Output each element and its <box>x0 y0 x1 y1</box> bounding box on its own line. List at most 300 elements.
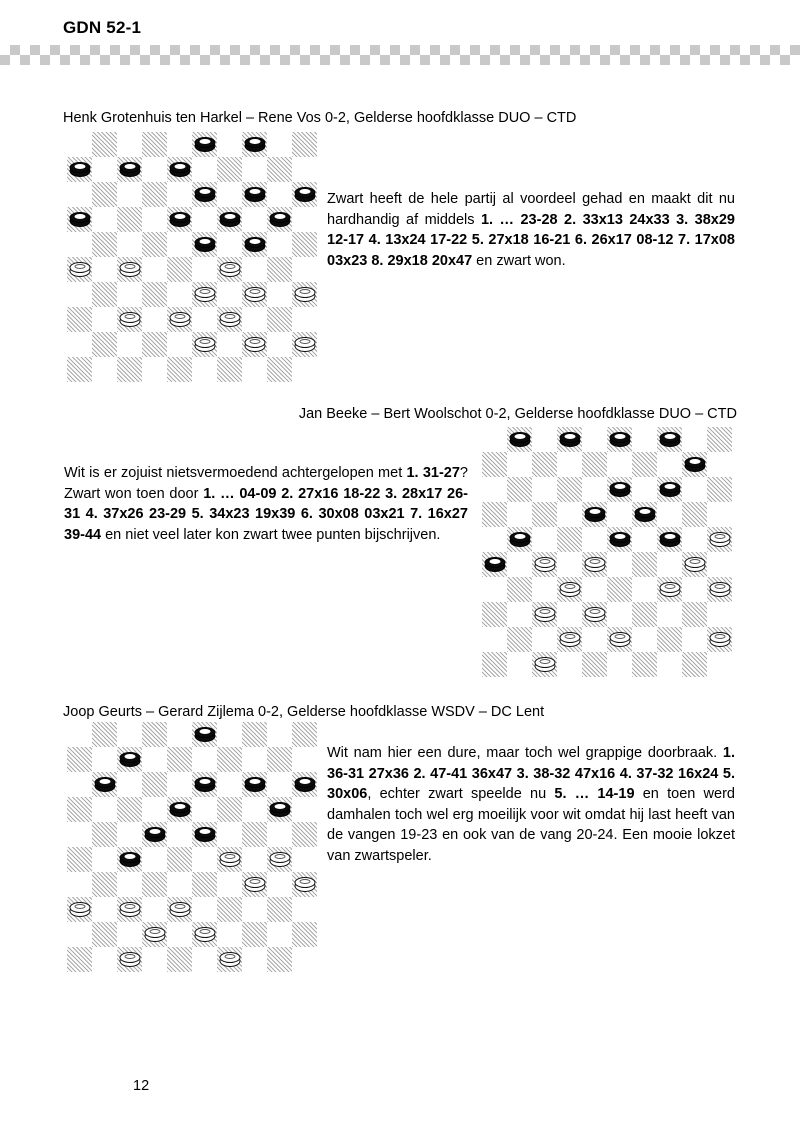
board-square <box>292 747 317 772</box>
white-piece <box>244 337 265 353</box>
black-piece <box>509 532 530 548</box>
white-piece <box>659 582 680 598</box>
black-piece <box>269 802 290 818</box>
white-piece <box>219 312 240 328</box>
board-square <box>92 872 117 897</box>
board-square <box>242 157 267 182</box>
board-square <box>92 132 117 157</box>
black-piece <box>659 532 680 548</box>
piece-highlight <box>74 164 85 169</box>
white-piece <box>119 262 140 278</box>
board-square <box>242 207 267 232</box>
piece-highlight <box>299 189 310 194</box>
board-square <box>142 257 167 282</box>
board-square <box>267 922 292 947</box>
piece-highlight <box>489 559 500 564</box>
commentary-text: Zwart heeft de hele partij al voordeel gehad en maakt dit nu hardhandig af middels <box>327 191 735 228</box>
black-piece <box>194 137 215 153</box>
board-square <box>242 772 267 797</box>
board-square <box>167 332 192 357</box>
piece-highlight <box>714 584 725 589</box>
black-piece <box>119 852 140 868</box>
board-square <box>192 922 217 947</box>
board-square <box>292 847 317 872</box>
piece-highlight <box>249 779 260 784</box>
board-square <box>92 357 117 382</box>
board-square <box>632 577 657 602</box>
piece-highlight <box>664 434 675 439</box>
board-square <box>217 332 242 357</box>
board-square <box>632 477 657 502</box>
board-square <box>657 527 682 552</box>
board-square <box>292 207 317 232</box>
board-square <box>92 157 117 182</box>
black-piece <box>609 532 630 548</box>
board-square <box>557 502 582 527</box>
board-square <box>217 947 242 972</box>
board-square <box>292 897 317 922</box>
piece-highlight <box>124 854 135 859</box>
board-square <box>607 552 632 577</box>
board-square <box>67 157 92 182</box>
white-piece <box>219 852 240 868</box>
piece-highlight <box>249 339 260 344</box>
black-piece <box>509 432 530 448</box>
board-square <box>67 357 92 382</box>
board-square <box>242 282 267 307</box>
board-square <box>217 157 242 182</box>
board-square <box>192 282 217 307</box>
white-piece <box>244 287 265 303</box>
board-square <box>267 207 292 232</box>
board-square <box>242 332 267 357</box>
move-notation: 5. … 14-19 <box>554 786 635 802</box>
piece-highlight <box>74 904 85 909</box>
white-piece <box>169 902 190 918</box>
board-square <box>682 627 707 652</box>
white-piece <box>709 632 730 648</box>
board-square <box>92 232 117 257</box>
piece-highlight <box>589 609 600 614</box>
white-piece <box>169 312 190 328</box>
board-square <box>67 872 92 897</box>
piece-highlight <box>249 289 260 294</box>
board-square <box>557 577 582 602</box>
board-square <box>167 947 192 972</box>
board-square <box>217 307 242 332</box>
board-square <box>242 132 267 157</box>
board-square <box>67 307 92 332</box>
piece-highlight <box>274 854 285 859</box>
board-square <box>682 652 707 677</box>
board-square <box>682 477 707 502</box>
board-square <box>142 872 167 897</box>
board-square <box>217 132 242 157</box>
board-square <box>682 527 707 552</box>
board-square <box>532 527 557 552</box>
board-square <box>632 627 657 652</box>
piece-highlight <box>199 139 210 144</box>
board-square <box>557 427 582 452</box>
board-square <box>242 257 267 282</box>
white-piece <box>609 632 630 648</box>
black-piece <box>169 802 190 818</box>
board-square <box>532 477 557 502</box>
commentary-text: ? Zwart won toen door <box>64 465 468 502</box>
board-square <box>67 772 92 797</box>
board-square <box>657 502 682 527</box>
board-square <box>242 872 267 897</box>
piece-highlight <box>199 779 210 784</box>
board-square <box>532 602 557 627</box>
board-square <box>67 207 92 232</box>
piece-highlight <box>224 854 235 859</box>
board-square <box>117 207 142 232</box>
board-square <box>267 307 292 332</box>
board-square <box>682 427 707 452</box>
board-square <box>92 797 117 822</box>
game-commentary-2 <box>64 463 468 545</box>
board-square <box>142 897 167 922</box>
black-piece <box>144 827 165 843</box>
white-piece <box>559 632 580 648</box>
black-piece <box>634 507 655 523</box>
board-square <box>117 872 142 897</box>
board-square <box>507 552 532 577</box>
board-square <box>582 477 607 502</box>
board-square <box>217 797 242 822</box>
board-square <box>167 922 192 947</box>
board-square <box>117 282 142 307</box>
board-square <box>267 722 292 747</box>
board-square <box>532 452 557 477</box>
board-square <box>267 897 292 922</box>
board-square <box>582 552 607 577</box>
board-square <box>117 182 142 207</box>
board-square <box>192 947 217 972</box>
black-piece <box>584 507 605 523</box>
piece-highlight <box>299 339 310 344</box>
board-square <box>657 602 682 627</box>
commentary-text: en zwart won. <box>472 252 566 269</box>
board-square <box>142 722 167 747</box>
white-piece <box>119 952 140 968</box>
board-square <box>142 207 167 232</box>
board-square <box>92 722 117 747</box>
piece-highlight <box>124 954 135 959</box>
black-piece <box>119 162 140 178</box>
board-square <box>657 477 682 502</box>
piece-highlight <box>564 584 575 589</box>
board-square <box>192 722 217 747</box>
board-square <box>532 427 557 452</box>
piece-highlight <box>199 929 210 934</box>
board-square <box>632 552 657 577</box>
piece-highlight <box>149 929 160 934</box>
board-square <box>217 232 242 257</box>
board-square <box>117 772 142 797</box>
board-square <box>92 847 117 872</box>
board-square <box>192 232 217 257</box>
black-piece <box>194 187 215 203</box>
black-piece <box>244 777 265 793</box>
board-square <box>507 577 532 602</box>
board-square <box>292 872 317 897</box>
board-square <box>92 947 117 972</box>
board-square <box>267 157 292 182</box>
piece-highlight <box>299 289 310 294</box>
board-square <box>192 747 217 772</box>
piece-highlight <box>124 314 135 319</box>
board-square <box>192 157 217 182</box>
white-piece <box>244 877 265 893</box>
board-square <box>167 897 192 922</box>
black-piece <box>659 432 680 448</box>
board-square <box>67 332 92 357</box>
board-square <box>192 897 217 922</box>
board-square <box>217 357 242 382</box>
board-square <box>167 822 192 847</box>
black-piece <box>659 482 680 498</box>
board-square <box>67 847 92 872</box>
white-piece <box>219 262 240 278</box>
board-square <box>117 897 142 922</box>
board-square <box>507 627 532 652</box>
board-square <box>217 722 242 747</box>
board-square <box>92 772 117 797</box>
board-square <box>92 897 117 922</box>
black-piece <box>244 137 265 153</box>
board-square <box>142 332 167 357</box>
white-piece <box>294 287 315 303</box>
piece-highlight <box>199 289 210 294</box>
board-square <box>167 722 192 747</box>
board-square <box>292 922 317 947</box>
piece-highlight <box>124 904 135 909</box>
game-commentary-3 <box>327 743 735 866</box>
board-square <box>707 602 732 627</box>
board-square <box>607 577 632 602</box>
piece-highlight <box>589 559 600 564</box>
black-piece <box>484 557 505 573</box>
board-square <box>557 477 582 502</box>
board-square <box>192 307 217 332</box>
board-square <box>632 427 657 452</box>
board-square <box>192 257 217 282</box>
board-square <box>92 282 117 307</box>
board-square <box>92 257 117 282</box>
board-square <box>117 157 142 182</box>
board-square <box>242 947 267 972</box>
board-square <box>607 477 632 502</box>
piece-highlight <box>564 634 575 639</box>
board-square <box>242 357 267 382</box>
board-square <box>267 822 292 847</box>
board-square <box>292 282 317 307</box>
board-square <box>167 207 192 232</box>
commentary-text: , echter zwart speelde nu <box>367 786 555 802</box>
board-square <box>192 822 217 847</box>
game-title-1: Henk Grotenhuis ten Harkel – Rene Vos 0-2, Gelderse hoofdklasse DUO – CTD <box>63 110 577 126</box>
board-square <box>582 452 607 477</box>
board-square <box>292 132 317 157</box>
board-square <box>242 232 267 257</box>
board-square <box>167 872 192 897</box>
board-square <box>582 427 607 452</box>
board-square <box>67 822 92 847</box>
board-square <box>192 847 217 872</box>
black-piece <box>94 777 115 793</box>
board-square <box>532 552 557 577</box>
board-square <box>67 797 92 822</box>
board-square <box>192 797 217 822</box>
black-piece <box>119 752 140 768</box>
board-square <box>67 182 92 207</box>
black-piece <box>294 187 315 203</box>
board-square <box>292 722 317 747</box>
move-notation: 1. 36-31 27x36 2. 47-41 36x47 3. 38-32 47x16 4. 37-32 16x24 5. 30x06 <box>327 745 735 802</box>
board-square <box>482 502 507 527</box>
white-piece <box>194 337 215 353</box>
board-square <box>507 602 532 627</box>
piece-highlight <box>174 804 185 809</box>
piece-highlight <box>174 164 185 169</box>
board-square <box>242 822 267 847</box>
board-square <box>217 872 242 897</box>
board-square <box>267 232 292 257</box>
board-square <box>507 452 532 477</box>
piece-highlight <box>514 434 525 439</box>
board-square <box>607 602 632 627</box>
board-square <box>117 257 142 282</box>
piece-highlight <box>664 534 675 539</box>
board-square <box>67 947 92 972</box>
white-piece <box>584 557 605 573</box>
board-square <box>92 307 117 332</box>
piece-highlight <box>249 139 260 144</box>
board-square <box>657 427 682 452</box>
page-title: GDN 52-1 <box>63 18 142 37</box>
board-square <box>92 207 117 232</box>
board-square <box>92 182 117 207</box>
draughts-board-3 <box>67 722 317 972</box>
board-square <box>242 747 267 772</box>
board-square <box>117 722 142 747</box>
piece-highlight <box>224 954 235 959</box>
board-square <box>582 627 607 652</box>
white-piece <box>144 927 165 943</box>
board-square <box>532 502 557 527</box>
board-square <box>267 332 292 357</box>
black-piece <box>169 212 190 228</box>
piece-highlight <box>564 434 575 439</box>
board-square <box>167 307 192 332</box>
board-square <box>192 182 217 207</box>
board-square <box>607 627 632 652</box>
white-piece <box>584 607 605 623</box>
board-square <box>607 652 632 677</box>
board-square <box>167 797 192 822</box>
commentary-text: Wit is er zojuist nietsvermoedend achtergelopen met <box>64 465 407 481</box>
board-square <box>167 847 192 872</box>
board-square <box>167 182 192 207</box>
black-piece <box>194 237 215 253</box>
board-square <box>117 947 142 972</box>
black-piece <box>269 212 290 228</box>
piece-highlight <box>539 659 550 664</box>
piece-highlight <box>299 779 310 784</box>
board-square <box>292 257 317 282</box>
board-square <box>292 332 317 357</box>
black-piece <box>244 187 265 203</box>
board-square <box>292 182 317 207</box>
board-square <box>267 282 292 307</box>
white-piece <box>709 532 730 548</box>
draughts-board-1 <box>67 132 317 382</box>
board-square <box>292 822 317 847</box>
board-square <box>267 747 292 772</box>
board-square <box>142 182 167 207</box>
board-square <box>192 357 217 382</box>
board-square <box>707 577 732 602</box>
black-piece <box>194 777 215 793</box>
board-square <box>117 332 142 357</box>
board-square <box>657 552 682 577</box>
piece-highlight <box>224 264 235 269</box>
board-square <box>192 132 217 157</box>
board-square <box>482 577 507 602</box>
board-square <box>142 822 167 847</box>
black-piece <box>194 827 215 843</box>
board-square <box>267 257 292 282</box>
board-square <box>607 502 632 527</box>
board-square <box>217 257 242 282</box>
black-piece <box>684 457 705 473</box>
board-square <box>292 157 317 182</box>
board-square <box>242 797 267 822</box>
board-square <box>192 332 217 357</box>
board-square <box>217 207 242 232</box>
board-square <box>532 577 557 602</box>
board-square <box>167 157 192 182</box>
piece-highlight <box>689 559 700 564</box>
board-square <box>117 132 142 157</box>
board-square <box>557 527 582 552</box>
board-square <box>607 452 632 477</box>
piece-highlight <box>299 879 310 884</box>
move-notation: 1. … 04-09 2. 27x16 18-22 3. 28x17 26-31 4. 37x26 23-29 5. 34x23 19x39 6. 30x08 03x21 7. 16x27 39-44 <box>64 485 468 543</box>
black-piece <box>294 777 315 793</box>
piece-highlight <box>274 214 285 219</box>
board-square <box>142 357 167 382</box>
board-square <box>682 577 707 602</box>
board-square <box>707 627 732 652</box>
page-number: 12 <box>133 1078 150 1094</box>
board-square <box>142 772 167 797</box>
board-square <box>267 182 292 207</box>
white-piece <box>69 902 90 918</box>
board-square <box>67 232 92 257</box>
board-square <box>217 897 242 922</box>
board-square <box>142 797 167 822</box>
board-square <box>267 947 292 972</box>
board-square <box>267 797 292 822</box>
white-piece <box>294 337 315 353</box>
white-piece <box>534 657 555 673</box>
piece-highlight <box>99 779 110 784</box>
board-square <box>117 847 142 872</box>
commentary-text: Wit nam hier een dure, maar toch wel grappige doorbraak. <box>327 745 723 761</box>
